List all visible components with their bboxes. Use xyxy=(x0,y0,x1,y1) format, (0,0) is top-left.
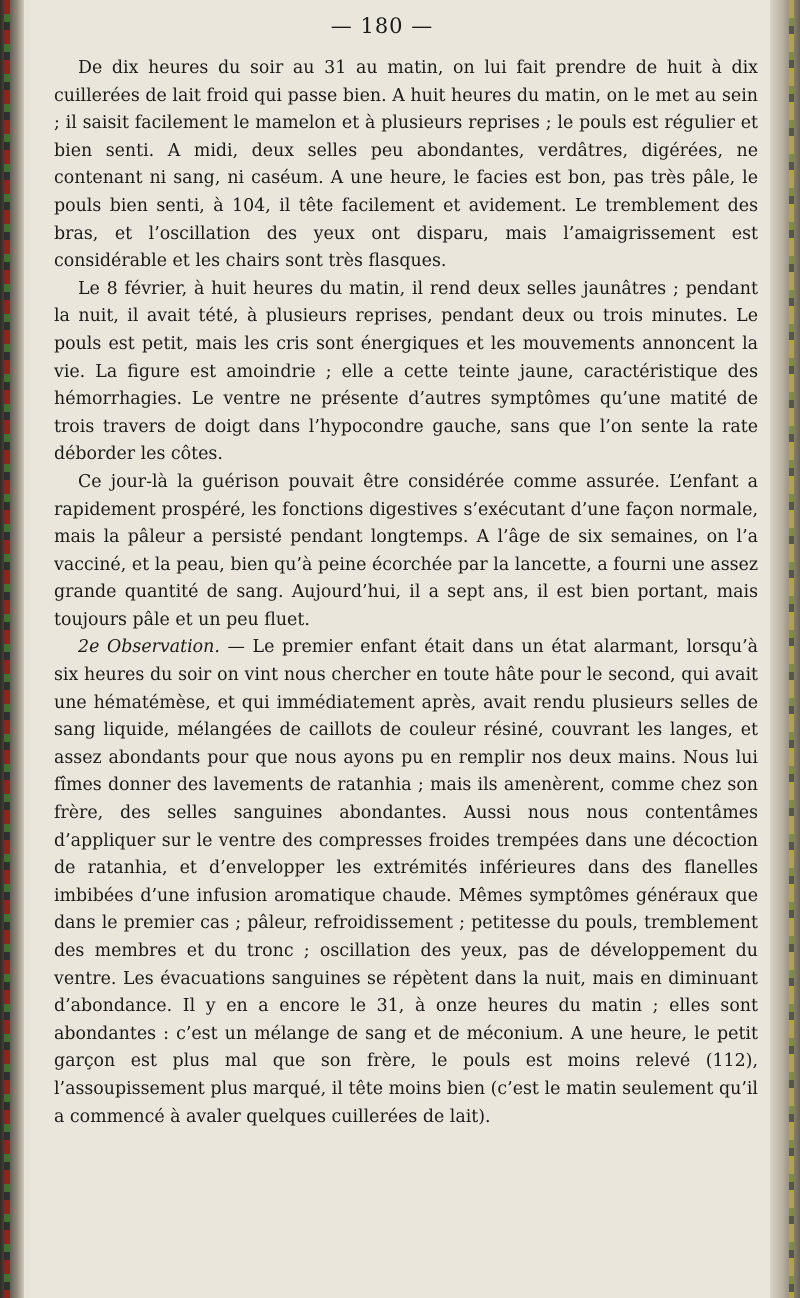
page-number: — 180 — xyxy=(330,14,434,38)
page-edge-shadow xyxy=(770,0,800,1298)
book-binding-edge xyxy=(0,0,24,1298)
paragraph-3: Ce jour-là la guérison pouvait être considérée comme assurée. L’enfant a rapidement prospéré, les fonctions digestives s’exécutant d’une façon normale, mais la pâleur a persisté pendant longtemps. A l’âge de six semaines, on l’a vacciné, et la peau, bien qu’à peine écorchée par la lancette, a fourni une assez grande quantité de sang. Aujourd’hui, il a sept ans, il est bien portant, mais toujours pâle et un peu fluet. xyxy=(54,471,758,630)
paragraph-1: De dix heures du soir au 31 au matin, on lui fait prendre de huit à dix cuillerées de lait froid qui passe bien. A huit heures du matin, on le met au sein ; il saisit facilement le mamelon et à plusieurs reprises ; le pouls est régulier et bien senti. A midi, deux selles peu abondantes, verdâtres, digérées, ne contenant ni sang, ni caséum. A une heure, le facies est bon, pas très pâle, le pouls bien senti, à 104, il tête facilement et avidement. Le tremblement des bras, et l’oscillation des yeux ont disparu, mais l’amaigrissement est considérable et les chairs sont très flasques. xyxy=(54,58,758,272)
book-page xyxy=(30,0,770,1298)
paragraph-2: Le 8 février, à huit heures du matin, il rend deux selles jaunâtres ; pendant la nuit, il avait tété, à plusieurs reprises, pendant deux ou trois minutes. Le pouls est petit, mais les cris sont énergiques et les mouvements annoncent la vie. La figure est amoindrie ; elle a cette teinte jaune, caractéristique des hémorrhagies. Le ventre ne présente d’autres symptômes qu’une matité de trois travers de doigt dans l’hypocondre gauche, sans que l’on sente la rate déborder les côtes. xyxy=(54,278,758,465)
page-text xyxy=(54,55,758,1131)
observation-heading: 2e Observation. xyxy=(78,637,220,658)
paragraph-4-body: — Le premier enfant était dans un état alarmant, lorsqu’à six heures du soir on vint nous chercher en toute hâte pour le second, qui avait une hématémèse, et qui immédiatement après, avait rendu plusieurs selles de sang liquide, mélangées de caillots de couleur résiné, couvrant les langes, et assez abondants pour que nous ayons pu en remplir nos deux mains. Nous lui fîmes donner des lavements de ratanhia ; mais ils amenèrent, comme chez son frère, des selles sanguines abondantes. Aussi nous nous contentâmes d’appliquer sur le ventre des compresses froides trempées dans une décoction de ratanhia, et d’envelopper les extrémités inférieures dans des flanelles imbibées d’une infusion aromatique chaude. Mêmes symptômes généraux que dans le premier cas ; pâleur, refroidissement ; petitesse du pouls, tremblement des membres et du tronc ; oscillation des yeux, pas de développement du ventre. Les évacuations sanguines se répètent dans la nuit, mais en diminuant d’abondance. Il y en a encore le 31, à onze heures du matin ; elles sont abondantes : c’est un mélange de sang et de méconium. A une heure, le petit garçon est plus mal que son frère, le pouls est moins relevé (112), l’assoupissement plus marqué, il tête moins bien (c’est le matin seulement qu’il a commencé à avaler quelques cuillerées de lait). xyxy=(54,637,758,1127)
paragraph-4 xyxy=(54,634,758,1131)
